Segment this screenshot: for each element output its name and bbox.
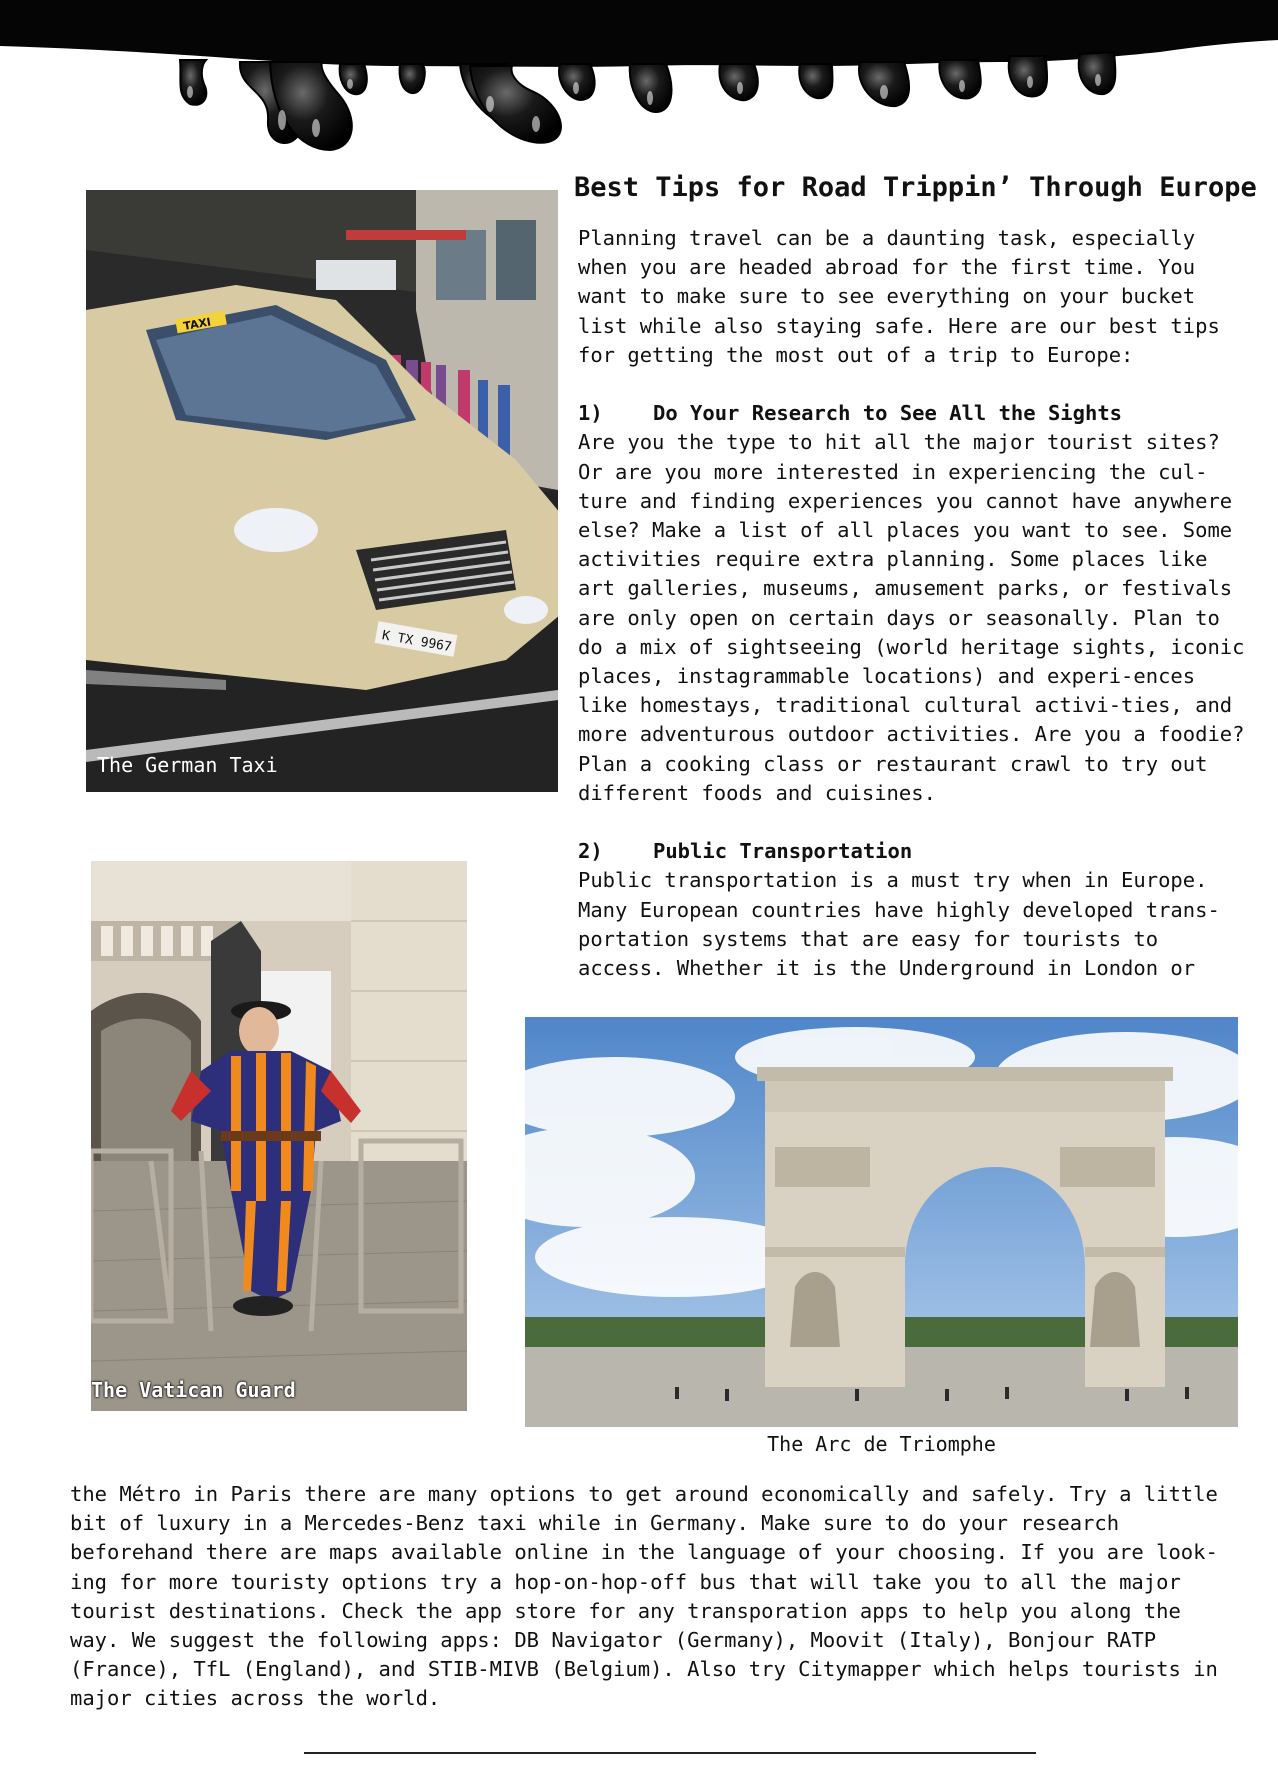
intro-paragraph: Planning travel can be a daunting task, especially when you are headed abroad for the first time. You want to make sure to see everything on your bucket list while also staying safe. Here are our best tips for getting the most out of a trip to Europe: — [578, 226, 1220, 367]
taxi-sign-text: TAXI — [182, 315, 212, 334]
article-column — [578, 224, 1253, 983]
section-1-heading — [578, 399, 1253, 428]
article-title: Best Tips for Road Trippin’ Through Europe — [574, 172, 1257, 203]
taxi-caption: The German Taxi — [97, 753, 278, 777]
section-1-number: 1) — [578, 401, 603, 426]
arc-photo — [525, 1017, 1238, 1427]
taxi-plate-text: K TX 9967 — [380, 628, 453, 656]
section-2-title: Public Transportation — [653, 839, 913, 864]
section-1-body: Are you the type to hit all the major tourist sites? Or are you more interested in experiencing the cul-ture and finding experiences you cannot have anywhere else? Make a list of all places you want to see. Some activities require extra planning. Some places like art galleries, museums, amusement parks, or festivals are only open on certain days or seasonally. Plan to do a mix of sightseeing (world heritage sights, iconic places, instagrammable locations) and experi-ences like homestays, traditional cultural activi-ties, and more adventurous outdoor activities. Are you a foodie? Plan a cooking class or restaurant crawl to try out different foods and cuisines. — [578, 430, 1245, 805]
arc-caption: The Arc de Triomphe — [767, 1432, 996, 1456]
continuation-paragraph: the Métro in Paris there are many options to get around economically and safely. Try a little bit of luxury in a Mercedes-Benz taxi while in Germany. Make sure to do your research beforehand there are maps available online in the language of your choosing. If you are look-ing for more touristy options try a hop-on-hop-off bus that will take you to all the major tourist destinations. Check the app store for any transporation apps to help you along the way. We suggest the following apps: DB Navigator (Germany), Moovit (Italy), Bonjour RATP (France), TfL (England), and STIB-MIVB (Belgium). Also try Citymapper which helps tourists in major cities across the world. — [70, 1482, 1218, 1711]
section-2-body: Public transportation is a must try when in Europe. Many European countries have highly developed trans-portation systems that are easy for tourists to access. Whether it is the Underground in London or — [578, 868, 1220, 981]
guard-caption: The Vatican Guard — [91, 1378, 296, 1402]
section-2-number: 2) — [578, 839, 603, 864]
taxi-photo — [86, 190, 558, 792]
section-1-title: Do Your Research to See All the Sights — [653, 401, 1122, 426]
section-2-heading — [578, 837, 1253, 866]
guard-photo — [91, 861, 467, 1411]
ink-drip-header — [0, 0, 1278, 160]
footer-divider — [304, 1752, 1036, 1754]
